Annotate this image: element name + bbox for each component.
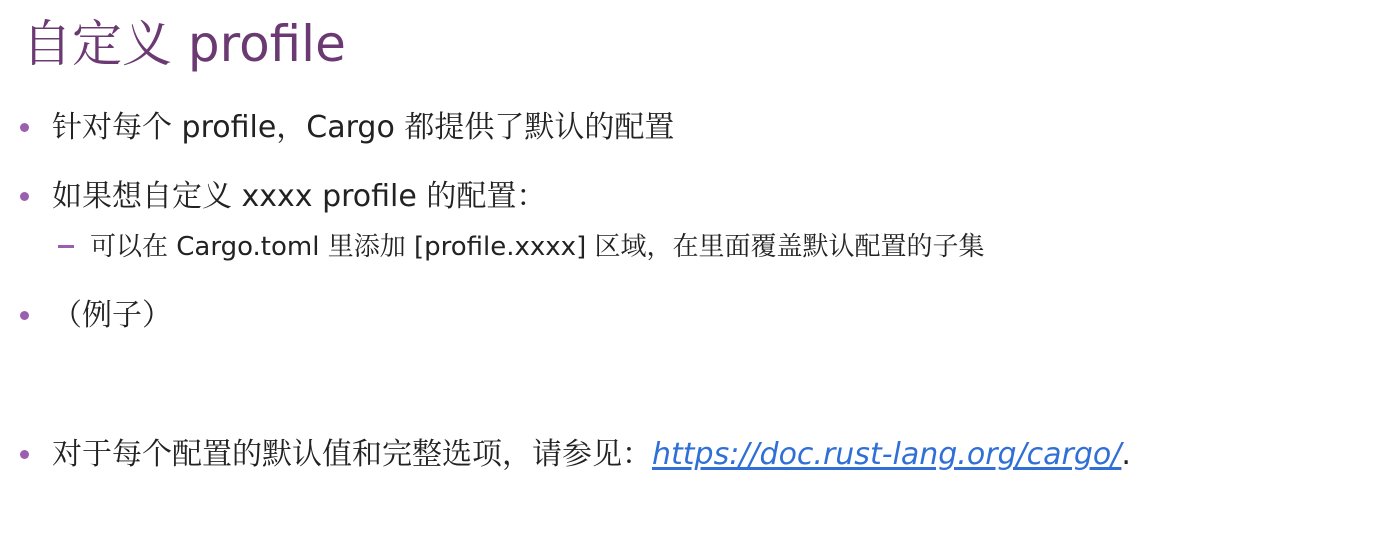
link-suffix: . (1121, 437, 1131, 472)
dash-icon (58, 245, 74, 248)
bullet-text-lead: 对于每个配置的默认值和完整选项，请参见： (52, 437, 652, 472)
slide-title: 自定义 profile (22, 15, 346, 73)
docs-link[interactable]: https://doc.rust-lang.org/cargo/ (652, 437, 1122, 472)
bullet-text (52, 435, 1131, 475)
bullet-text: 针对每个 profile，Cargo 都提供了默认的配置 (52, 110, 675, 145)
bullet-text: 如果想自定义 xxxx profile 的配置： (52, 179, 547, 214)
bullet-dot-icon (20, 123, 29, 132)
bullet-dot-icon (20, 450, 29, 459)
bullet-text: （例子） (52, 298, 172, 333)
bullet-dot-icon (20, 311, 29, 320)
sub-bullet-text: 可以在 Cargo.toml 里添加 [profile.xxxx] 区域，在里面覆盖默认配置的子集 (90, 232, 985, 262)
bullet-dot-icon (20, 192, 29, 201)
